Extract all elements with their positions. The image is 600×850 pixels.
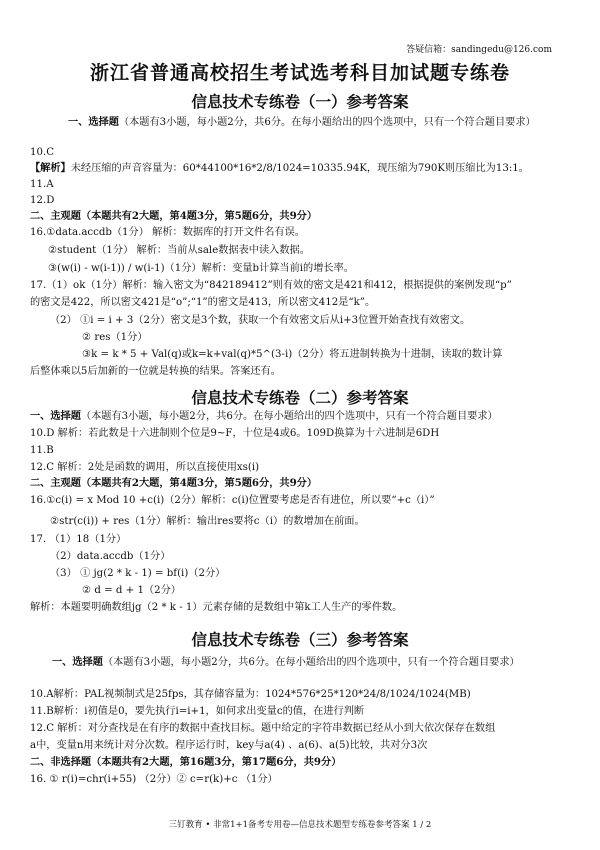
s1-q17-2: 的密文是422，所以密文421是“o”;“1”的密文是413，所以密文412是“k”。 bbox=[30, 297, 376, 308]
s3-q11: 11.B解析：i初值是0，要先执行i=i+1，如何求出变量c的值，在进行判断 bbox=[30, 706, 365, 717]
s1-q17-5: ③k = k * 5 + Val(q)或k=k+val(q)*5^(3-i)（2分）将五进制转换为十进制，读取的数计算 bbox=[82, 349, 503, 360]
s1-q12: 12.D bbox=[30, 195, 55, 206]
s1-q17-1: 17.（1）ok（1分）解析：输入密文为“84218941​2”则有效的密文是421和412，根据提供的案例发现“p” bbox=[30, 280, 512, 291]
section-3-title: 信息技术专练卷（三）参考答案 bbox=[191, 630, 409, 649]
s2-q11: 11.B bbox=[30, 445, 54, 456]
s1-q17-4: ② res（1分） bbox=[82, 332, 148, 343]
s2-q12: 12.C 解析：2处是函数的调用，所以直接使用xs(i) bbox=[30, 462, 260, 473]
s1-q16-3: ③(w(i) - w(i-1)) / w(i-1)（1分）解析：变量b计算当前i的增长率。 bbox=[48, 263, 354, 274]
page-footer: 三钉教育 • 非常1+1备考专用卷—信息技术题型专练卷参考答案 1 / 2 bbox=[168, 820, 432, 830]
s3-q12-line1: 12.C 解析：对分查找是在有序的数据中查找目标。题中给定的字符串数据已经从小到大依次保存在数组 bbox=[30, 723, 496, 734]
s1-subjective-heading: 二、主观题（本题共有2大题，第4题3分，第5题6分，共9分） bbox=[30, 210, 318, 222]
s2-subjective-heading: 二、主观题（本题共有2大题，第4题3分，第5题6分，共9分） bbox=[30, 477, 318, 489]
s3-choice-intro: 一、选择题（本题有3小题，每小题2分，共6分。在每小题给出的四个选项中，只有一个符合题目要求） bbox=[52, 656, 520, 668]
s3-q10: 10.A解析：PAL视频制式是25fps，其存储容量为：1024*576*25*120*24/8/1024/1024(MB) bbox=[30, 689, 471, 700]
s2-q16-1: 16.①c(i) = x Mod 10 +c(i)（2分）解析：c(i)位置要考虑是否有进位，所以要“+c（i）” bbox=[30, 495, 435, 506]
section-1-title: 信息技术专练卷（一）参考答案 bbox=[191, 92, 409, 111]
document-title: 浙江省普通高校招生考试选考科目加试题专练卷 bbox=[89, 62, 510, 84]
s2-q17-2: （2）data.accdb（1分） bbox=[50, 551, 171, 562]
s1-choice-intro: 一、选择题（本题有3小题，每小题2分，共6分。在每小题给出的四个选项中，只有一个符合题目要求） bbox=[68, 116, 536, 128]
s1-q16-2: ②student（1分） 解析：当前从sale数据表中读入数据。 bbox=[48, 245, 310, 256]
header-email: 答疑信箱：sandingedu@126.com bbox=[406, 45, 552, 55]
s2-choice-intro: 一、选择题（本题有3小题，每小题2分，共6分。在每小题给出的四个选项中，只有一个符合题目要求） bbox=[30, 410, 498, 422]
s1-q16-1: 16.①data.accdb（1分） 解析：数据库的打开文件名有误。 bbox=[30, 227, 305, 238]
s2-q16-2: ②str(c(i)) + res（1分）解析：输出res要将c（i）的数增加在前面。 bbox=[50, 516, 365, 527]
s1-q10: 10.C bbox=[30, 147, 54, 158]
s1-q17-6: 后整体乘以5后加新的一位就是转换的结果。答案还有。 bbox=[30, 366, 281, 377]
s2-q17-3: （3） ① jg(2 * k - 1) = bf(i)（2分） bbox=[50, 568, 226, 579]
s3-nonchoice-heading: 二、非选择题（本题共有2大题，第16题3分，第17题6分，共9分） bbox=[30, 756, 342, 768]
s3-q12-line2: a中，变量n用来统计对分次数。程序运行时，key与a(4) 、a(6)、a(5)比较，共对分3次 bbox=[30, 740, 428, 751]
s2-q10: 10.D 解析：若此数是十六进制则个位是9~F，十位是4或6。109D换算为十六进制是6DH bbox=[30, 428, 440, 439]
s1-q11: 11.A bbox=[30, 179, 54, 190]
s2-q17-4: ② d = d + 1（2分） bbox=[82, 585, 181, 596]
section-2-title: 信息技术专练卷（二）参考答案 bbox=[191, 388, 409, 407]
s1-q17-3: （2） ①i = i + 3（2分）密文是3个数，获取一个有效密文后从i+3位置开始查找有效密文。 bbox=[50, 315, 471, 326]
s1-analysis: 【解析】未经压缩的声音容量为：60*44100*16*2/8/1024=10335.94K，现压缩为790K则压缩比为13:1。 bbox=[30, 162, 529, 174]
s2-q17-1: 17. （1）18（1分） bbox=[30, 534, 127, 545]
s2-q17-5: 解析：本题要明确数组jg（2 * k - 1）元素存储的是数组中第k工人生产的零件数。 bbox=[30, 602, 403, 613]
s3-q16: 16. ① r(i)=chr(i+55) （2分）② c=r(k)+c （1分） bbox=[30, 774, 278, 785]
